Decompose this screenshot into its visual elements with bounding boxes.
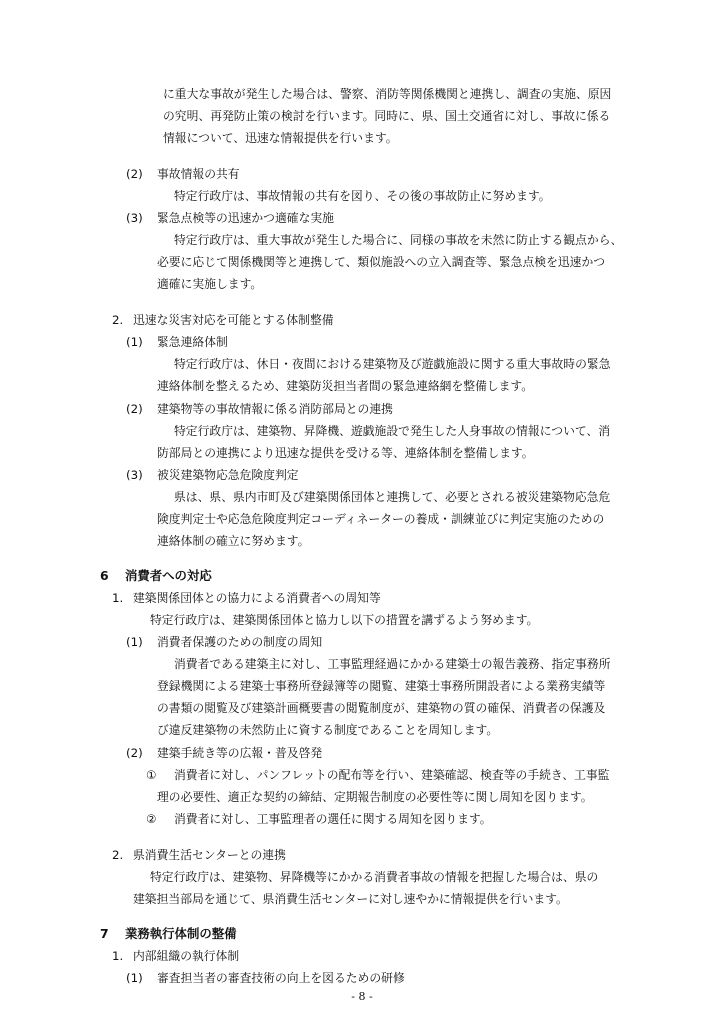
- chapter-number: 6: [100, 568, 109, 583]
- paragraph-line: 情報について、迅速な情報提供を行います。: [163, 131, 398, 145]
- subsection-title: 消費者保護のための制度の周知: [157, 635, 323, 649]
- subsection-title: 事故情報の共有: [157, 167, 240, 181]
- chapter-number: 7: [100, 926, 109, 941]
- list-marker: ②: [146, 812, 157, 826]
- subsection-title: 建築物等の事故情報に係る消防部局との連携: [157, 402, 393, 416]
- paragraph-line: 険度判定士や応急危険度判定コーディネーターの養成・訓練並びに判定実施のための: [157, 512, 605, 526]
- chapter-title: 業務執行体制の整備: [125, 926, 237, 941]
- paragraph-line: 特定行政庁は、休日・夜間における建築物及び遊戯施設に関する重大事故時の緊急: [174, 357, 611, 371]
- subsection-number: (2): [126, 167, 143, 181]
- page-number: - 8 -: [351, 990, 373, 1003]
- paragraph-line: に重大な事故が発生した場合は、警察、消防等関係機関と連携し、調査の実施、原因: [163, 87, 612, 101]
- paragraph-line: の究明、再発防止策の検討を行います。同時に、県、国土交通省に対し、事故に係る: [163, 109, 611, 123]
- subsection-number: (1): [126, 635, 143, 649]
- paragraph-line: 消費者である建築主に対し、工事監理経過にかかる建築士の報告義務、指定事務所: [174, 657, 611, 671]
- subsection-number: (1): [126, 335, 143, 349]
- section-number: 1.: [112, 591, 124, 605]
- subsection-number: (3): [126, 211, 143, 225]
- subsection-number: (2): [126, 746, 143, 760]
- list-item-line: 消費者に対し、パンフレットの配布等を行い、建築確認、検査等の手続き、工事監: [174, 768, 610, 782]
- section-number: 2.: [112, 848, 124, 862]
- list-item-line: 理の必要性、適正な契約の締結、定期報告制度の必要性等に関し周知を図ります。: [157, 790, 593, 804]
- section-number: 1.: [112, 949, 124, 963]
- paragraph-line: 特定行政庁は、事故情報の共有を図り、その後の事故防止に努めます。: [174, 189, 551, 203]
- paragraph-line: 必要に応じて関係機関等と連携して、類似施設への立入調査等、緊急点検を迅速かつ: [157, 255, 606, 269]
- section-number: 2.: [112, 313, 124, 327]
- section-title: 内部組織の執行体制: [133, 949, 240, 963]
- paragraph-line: 県は、県、県内市町及び建築関係団体と連携して、必要とされる被災建築物応急危: [174, 490, 611, 504]
- paragraph-line: 登録機関による建築士事務所登録簿等の閲覧、建築士事務所開設者による業務実績等: [157, 679, 606, 693]
- subsection-number: (1): [126, 971, 143, 985]
- subsection-title: 審査担当者の審査技術の向上を図るための研修: [157, 971, 405, 985]
- paragraph-line: の書類の閲覧及び建築計画概要書の閲覧制度が、建築物の質の確保、消費者の保護及: [157, 701, 606, 715]
- paragraph-line: 連絡体制の確立に努めます。: [157, 534, 310, 548]
- paragraph-line: び違反建築物の未然防止に資する制度であることを周知します。: [157, 723, 499, 737]
- paragraph-line: 特定行政庁は、重大事故が発生した場合に、同様の事故を未然に防止する観点から、: [174, 233, 623, 247]
- chapter-title: 消費者への対応: [125, 568, 212, 583]
- subsection-title: 被災建築物応急危険度判定: [157, 468, 299, 482]
- paragraph-line: 特定行政庁は、建築物、昇降機等にかかる消費者事故の情報を把握した場合は、県の: [150, 870, 599, 884]
- section-title: 県消費生活センターとの連携: [133, 848, 286, 862]
- subsection-number: (3): [126, 468, 143, 482]
- section-title: 迅速な災害対応を可能とする体制整備: [133, 313, 334, 327]
- subsection-number: (2): [126, 402, 143, 416]
- paragraph-line: 防部局との連携により迅速な提供を受ける等、連絡体制を整備します。: [157, 446, 534, 460]
- paragraph-line: 特定行政庁は、建築関係団体と協力し以下の措置を講ずるよう努めます。: [150, 613, 539, 627]
- section-title: 建築関係団体との協力による消費者への周知等: [133, 591, 381, 605]
- list-marker: ①: [146, 768, 157, 782]
- paragraph-line: 適確に実施します。: [157, 277, 263, 291]
- subsection-title: 緊急連絡体制: [157, 335, 228, 349]
- paragraph-line: 特定行政庁は、建築物、昇降機、遊戯施設で発生した人身事故の情報について、消: [174, 424, 611, 438]
- paragraph-line: 建築担当部局を通じて、県消費生活センターに対し速やかに情報提供を行います。: [133, 892, 568, 906]
- subsection-title: 建築手続き等の広報・普及啓発: [157, 746, 323, 760]
- list-item-line: 消費者に対し、工事監理者の選任に関する周知を図ります。: [174, 812, 492, 826]
- subsection-title: 緊急点検等の迅速かつ適確な実施: [157, 211, 334, 225]
- paragraph-line: 連絡体制を整えるため、建築防災担当者間の緊急連絡網を整備します。: [157, 379, 534, 393]
